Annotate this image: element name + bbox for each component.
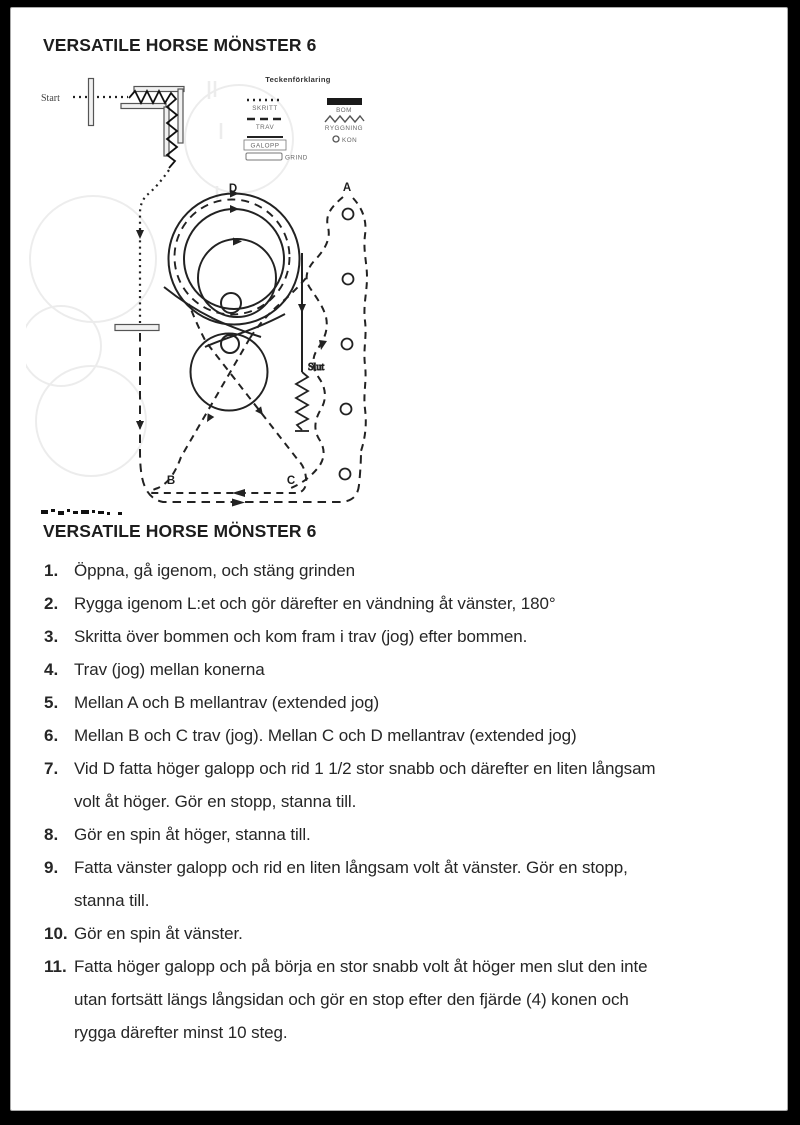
svg-text:BOM: BOM: [336, 107, 352, 114]
bom-pole: [115, 325, 159, 331]
list-item: [44, 752, 759, 818]
item-text: Vid D fatta höger galopp och rid 1 1/2 stor snabb och därefter en liten långsam: [74, 759, 656, 778]
marker-A: A: [342, 182, 352, 194]
item-number: 10.: [44, 924, 68, 943]
gate-icon: [246, 153, 282, 160]
item-text: Gör en spin åt vänster.: [74, 924, 243, 943]
marker-C: C: [286, 475, 296, 487]
arrow-to-B: [207, 413, 214, 422]
arrow-left: [232, 489, 245, 497]
legend-grind: [246, 153, 308, 162]
item-number: 2.: [44, 594, 59, 613]
list-item: [44, 554, 759, 587]
svg-text:GRIND: GRIND: [285, 154, 308, 162]
item-number: 1.: [44, 561, 59, 580]
list-item: [44, 587, 759, 620]
legend-ryggning: [325, 116, 364, 132]
item-text: rygga därefter minst 10 steg.: [74, 1023, 288, 1042]
cones: [340, 209, 354, 480]
start-section: [41, 79, 184, 169]
legend-galopp: [244, 137, 286, 150]
list-item: [44, 851, 759, 917]
arrow-down: [298, 304, 306, 313]
item-text: utan fortsätt längs långsidan och gör en stop efter den fjärde (4) konen och: [74, 990, 629, 1009]
arrow-down: [136, 230, 144, 239]
item-number: 4.: [44, 660, 59, 679]
lower-volt-circle: [191, 334, 268, 411]
item-number: 3.: [44, 627, 59, 646]
marker-D: D: [228, 183, 238, 195]
legend: [244, 75, 364, 162]
svg-text:KON: KON: [342, 137, 358, 144]
svg-text:SKRITT: SKRITT: [252, 105, 278, 112]
spin-circle-upper: [221, 293, 241, 313]
cropped-text-artifact: [41, 509, 122, 515]
arrow-right: [232, 499, 245, 507]
page-title: VERSATILE HORSE MÖNSTER 6: [43, 35, 317, 55]
legend-title: Teckenförklaring: [265, 75, 331, 84]
volt-circles: [164, 190, 300, 411]
list-item: [44, 818, 759, 851]
item-text: Skritta över bommen och kom fram i trav (jog) efter bommen.: [74, 627, 528, 646]
item-number: 7.: [44, 759, 59, 778]
arrow-down: [319, 340, 327, 350]
list-item: [44, 917, 759, 950]
item-text: Gör en spin åt höger, stanna till.: [74, 825, 311, 844]
item-number: 11.: [44, 957, 67, 976]
pattern-diagram: [26, 61, 406, 521]
legend-trav: [247, 119, 283, 131]
arrow-down: [136, 421, 144, 430]
ryggning-zigzag-L: [129, 91, 177, 168]
list-item: [44, 653, 759, 686]
item-number: 6.: [44, 726, 59, 745]
marker-B: B: [166, 475, 176, 487]
diagonal-tracks: [150, 278, 306, 497]
item-number: 5.: [44, 693, 59, 712]
item-text: Fatta höger galopp och på börja en stor snabb volt åt höger men slut den inte: [74, 957, 648, 976]
legend-bom: [327, 98, 362, 114]
svg-text:TRAV: TRAV: [255, 124, 275, 131]
ryggning-zigzag-slut: [296, 372, 308, 430]
slut-label: Slut: [308, 362, 325, 373]
cone-icon: [333, 136, 339, 142]
item-number: 9.: [44, 858, 59, 877]
item-text: Fatta vänster galopp och rid en liten långsam volt åt vänster. Gör en stopp,: [74, 858, 628, 877]
item-text: Mellan B och C trav (jog). Mellan C och D mellantrav (extended jog): [74, 726, 577, 745]
list-item: [44, 719, 759, 752]
item-text: volt åt höger. Gör en stopp, stanna till.: [74, 792, 357, 811]
scanned-document-page: [10, 7, 788, 1111]
item-text: Rygga igenom L:et och gör därefter en vändning åt vänster, 180°: [74, 594, 556, 613]
start-label: Start: [41, 93, 60, 104]
item-text: Mellan A och B mellantrav (extended jog): [74, 693, 380, 712]
pole-icon: [327, 98, 362, 105]
zigzag-icon: [325, 116, 364, 122]
item-text: Öppna, gå igenom, och stäng grinden: [74, 561, 355, 580]
gate-rect: [89, 79, 94, 126]
instruction-list: [44, 554, 759, 1049]
item-text: Trav (jog) mellan konerna: [74, 660, 265, 679]
svg-text:GALOPP: GALOPP: [250, 142, 280, 150]
list-item: [44, 620, 759, 653]
list-item: [44, 686, 759, 719]
svg-text:RYGGNING: RYGGNING: [324, 125, 364, 132]
list-title: VERSATILE HORSE MÖNSTER 6: [43, 521, 317, 541]
legend-kon: [333, 136, 357, 144]
item-text: stanna till.: [74, 891, 150, 910]
item-number: 8.: [44, 825, 59, 844]
list-item: [44, 950, 759, 1049]
